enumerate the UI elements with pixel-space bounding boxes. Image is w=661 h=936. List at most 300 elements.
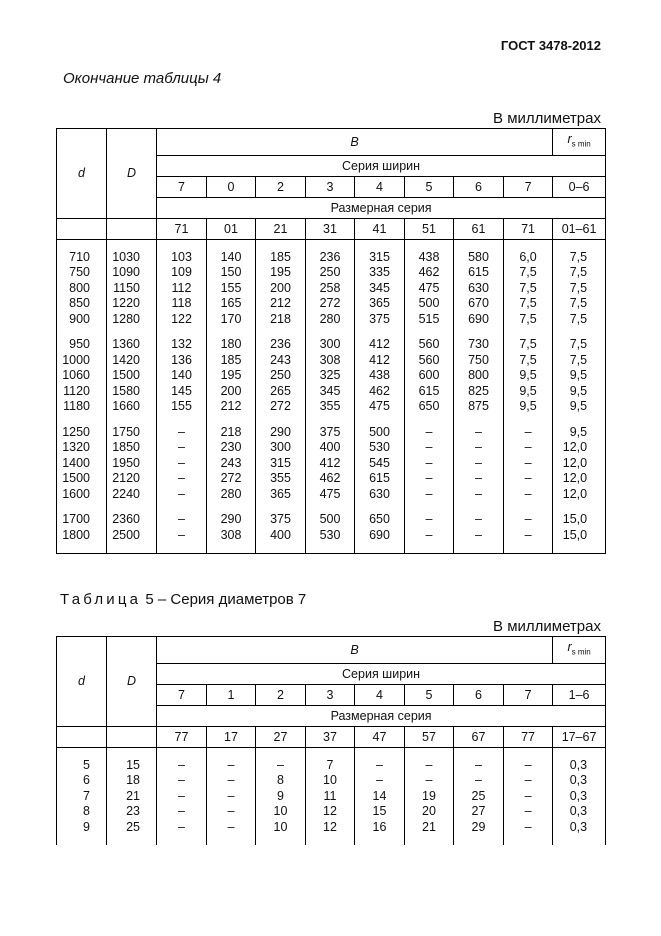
table-cell: 300: [306, 337, 355, 353]
table-cell: 7,5: [504, 265, 553, 281]
dim-value: 01: [207, 218, 256, 239]
dim-value: 61: [454, 218, 504, 239]
table-cell: 118: [157, 296, 207, 312]
table-cell: –: [504, 773, 553, 789]
table-cell: 122: [157, 312, 207, 328]
table-cell: –: [157, 440, 207, 456]
table-cell: 0,3: [553, 758, 606, 774]
row-spacer: [57, 415, 606, 425]
table-cell: –: [157, 758, 207, 774]
table-cell: 950: [57, 337, 107, 353]
width-value: 7: [157, 684, 207, 705]
table-cell: 12,0: [553, 487, 606, 503]
width-value: 0: [207, 176, 256, 197]
table-cell: 2360: [107, 512, 157, 528]
table-cell: 11: [306, 789, 355, 805]
table-cell: 1090: [107, 265, 157, 281]
table-cell: 515: [405, 312, 454, 328]
table-cell: 545: [355, 456, 405, 472]
table-cell: –: [157, 512, 207, 528]
table-cell: 400: [306, 440, 355, 456]
table-cell: –: [405, 471, 454, 487]
table-cell: 875: [454, 399, 504, 415]
width-value: 5: [405, 684, 454, 705]
table-cell: –: [454, 471, 504, 487]
table-row: [57, 337, 606, 353]
table-cell: 500: [306, 512, 355, 528]
dim-value: 21: [256, 218, 306, 239]
table-cell: 462: [306, 471, 355, 487]
width-value: 4: [355, 684, 405, 705]
table-cell: 7,5: [553, 337, 606, 353]
table-cell: 1250: [57, 425, 107, 441]
width-value: 2: [256, 684, 306, 705]
table-cell: –: [454, 487, 504, 503]
table-row: [57, 296, 606, 312]
table-cell: 365: [355, 296, 405, 312]
table-cell: 1500: [57, 471, 107, 487]
table-cell: 236: [306, 250, 355, 266]
table-cell: 650: [405, 399, 454, 415]
dim-value: 47: [355, 726, 405, 747]
width-value: 5: [405, 176, 454, 197]
table-cell: 185: [256, 250, 306, 266]
width-value: 7: [504, 684, 553, 705]
table-cell: 690: [454, 312, 504, 328]
table-cell: 7,5: [553, 250, 606, 266]
table-cell: 1150: [107, 281, 157, 297]
table-cell: 12,0: [553, 456, 606, 472]
table-cell: 750: [454, 353, 504, 369]
table-cell: 730: [454, 337, 504, 353]
table-cell: 7,5: [504, 353, 553, 369]
row-spacer: [57, 239, 606, 250]
table-cell: 1950: [107, 456, 157, 472]
table-cell: 900: [57, 312, 107, 328]
table-cell: –: [454, 456, 504, 472]
dim-series-row: [57, 726, 606, 747]
width-value: 6: [454, 684, 504, 705]
table-cell: 258: [306, 281, 355, 297]
table-cell: 15: [107, 758, 157, 774]
table5-caption: Таблица 5 – Серия диаметров 7: [60, 591, 307, 608]
table-cell: –: [157, 789, 207, 805]
table-cell: 530: [355, 440, 405, 456]
table-cell: 265: [256, 384, 306, 400]
table-cell: –: [405, 487, 454, 503]
table-cell: 0,3: [553, 820, 606, 836]
table-cell: 12,0: [553, 471, 606, 487]
table-cell: 412: [306, 456, 355, 472]
table-cell: 0,3: [553, 773, 606, 789]
table-cell: 2500: [107, 528, 157, 544]
table-cell: 136: [157, 353, 207, 369]
table-cell: 14: [355, 789, 405, 805]
table-cell: 462: [405, 265, 454, 281]
table-row: [57, 773, 606, 789]
table-cell: 1850: [107, 440, 157, 456]
table-cell: 375: [306, 425, 355, 441]
table-row: [57, 758, 606, 774]
col-header-rs: $r_{s min}$: [553, 637, 606, 664]
table-cell: 15,0: [553, 528, 606, 544]
table-cell: 19: [405, 789, 454, 805]
table-cell: 300: [256, 440, 306, 456]
table-row: [57, 281, 606, 297]
table-cell: 165: [207, 296, 256, 312]
table-cell: –: [504, 789, 553, 805]
row-spacer: [57, 502, 606, 512]
table-cell: 615: [355, 471, 405, 487]
table-cell: 15,0: [553, 512, 606, 528]
table-cell: 150: [207, 265, 256, 281]
table-cell: 10: [256, 804, 306, 820]
width-value: 3: [306, 684, 355, 705]
table-cell: 325: [306, 368, 355, 384]
table-cell: 243: [256, 353, 306, 369]
table-cell: –: [504, 440, 553, 456]
table-cell: 212: [256, 296, 306, 312]
table-cell: 825: [454, 384, 504, 400]
table-row: [57, 471, 606, 487]
table-cell: 9,5: [504, 384, 553, 400]
table-cell: 750: [57, 265, 107, 281]
table-row: [57, 384, 606, 400]
table-cell: 7: [306, 758, 355, 774]
col-header-D: D: [107, 637, 157, 727]
table-cell: 345: [306, 384, 355, 400]
table-cell: 2120: [107, 471, 157, 487]
table-cell: 290: [207, 512, 256, 528]
table-cell: 103: [157, 250, 207, 266]
table-cell: 155: [207, 281, 256, 297]
table-row: [57, 312, 606, 328]
table-cell: 132: [157, 337, 207, 353]
table-cell: 1000: [57, 353, 107, 369]
table-row: [57, 528, 606, 544]
row-spacer: [57, 747, 606, 758]
col-header-B: B: [157, 637, 553, 664]
table-cell: 1280: [107, 312, 157, 328]
table-cell: 6: [57, 773, 107, 789]
standard-header: ГОСТ 3478-2012: [500, 38, 601, 53]
row-spacer: [57, 327, 606, 337]
table-cell: –: [207, 820, 256, 836]
table-cell: 12: [306, 820, 355, 836]
table-cell: 230: [207, 440, 256, 456]
table-cell: 9,5: [553, 399, 606, 415]
table-cell: 9,5: [553, 425, 606, 441]
table-cell: 400: [256, 528, 306, 544]
table-cell: 315: [256, 456, 306, 472]
table-cell: 29: [454, 820, 504, 836]
table-row: [57, 250, 606, 266]
table-cell: 1800: [57, 528, 107, 544]
table-cell: 272: [256, 399, 306, 415]
table-cell: 475: [405, 281, 454, 297]
table-cell: 800: [454, 368, 504, 384]
table-cell: 630: [355, 487, 405, 503]
table-cell: –: [207, 789, 256, 805]
table-cell: 155: [157, 399, 207, 415]
dim-value: 77: [157, 726, 207, 747]
table-cell: 412: [355, 353, 405, 369]
row-spacer: [57, 543, 606, 554]
table-cell: 462: [355, 384, 405, 400]
table-cell: 315: [355, 250, 405, 266]
table-cell: 355: [256, 471, 306, 487]
table-cell: 180: [207, 337, 256, 353]
table-cell: 1400: [57, 456, 107, 472]
table-cell: 250: [256, 368, 306, 384]
table-cell: 1700: [57, 512, 107, 528]
dim-value: 17: [207, 726, 256, 747]
table-cell: 272: [306, 296, 355, 312]
table-cell: 272: [207, 471, 256, 487]
table-row: [57, 789, 606, 805]
table-cell: –: [504, 487, 553, 503]
table-cell: –: [157, 804, 207, 820]
table-cell: –: [405, 425, 454, 441]
table-cell: 365: [256, 487, 306, 503]
table-row: [57, 265, 606, 281]
dim-value: 37: [306, 726, 355, 747]
table-cell: 8: [57, 804, 107, 820]
width-series-label: Серия ширин: [157, 663, 606, 684]
col-header-d: d: [57, 129, 107, 219]
table-cell: –: [405, 528, 454, 544]
table-cell: 109: [157, 265, 207, 281]
table-cell: 650: [355, 512, 405, 528]
table-cell: 1220: [107, 296, 157, 312]
table-row: [57, 399, 606, 415]
table-cell: 560: [405, 353, 454, 369]
table-cell: 12: [306, 804, 355, 820]
table-cell: 9: [256, 789, 306, 805]
table-cell: 850: [57, 296, 107, 312]
col-header-rs: $r_{s min}$: [553, 129, 606, 156]
table-row: [57, 456, 606, 472]
table-cell: 670: [454, 296, 504, 312]
table-cell: 185: [207, 353, 256, 369]
width-series-label: Серия ширин: [157, 155, 606, 176]
table-cell: 1180: [57, 399, 107, 415]
table-cell: –: [256, 758, 306, 774]
dim-value: 41: [355, 218, 405, 239]
table-cell: –: [207, 773, 256, 789]
table-cell: –: [454, 758, 504, 774]
table-cell: 23: [107, 804, 157, 820]
width-value: 0–6: [553, 176, 606, 197]
dim-value: 57: [405, 726, 454, 747]
table-cell: –: [355, 773, 405, 789]
table-cell: –: [405, 440, 454, 456]
table-cell: –: [454, 440, 504, 456]
table-cell: 615: [405, 384, 454, 400]
table-cell: 345: [355, 281, 405, 297]
table-row: [57, 487, 606, 503]
table-cell: 475: [306, 487, 355, 503]
table-cell: 580: [454, 250, 504, 266]
table-cell: 7,5: [504, 337, 553, 353]
dim-series-label: Размерная серия: [157, 705, 606, 726]
table-cell: 7,5: [553, 353, 606, 369]
dim-value: 51: [405, 218, 454, 239]
table5-units: В миллиметрах: [493, 618, 601, 635]
table-cell: 560: [405, 337, 454, 353]
table-cell: 212: [207, 399, 256, 415]
table-cell: 7,5: [553, 281, 606, 297]
table-cell: –: [157, 425, 207, 441]
table-cell: 280: [207, 487, 256, 503]
table-cell: 10: [306, 773, 355, 789]
table-cell: 308: [306, 353, 355, 369]
table-cell: 10: [256, 820, 306, 836]
table-cell: 600: [405, 368, 454, 384]
table-cell: 218: [256, 312, 306, 328]
table-cell: 1030: [107, 250, 157, 266]
width-value: 4: [355, 176, 405, 197]
table-cell: 195: [207, 368, 256, 384]
table5: [56, 636, 606, 845]
table-cell: –: [504, 528, 553, 544]
table-cell: –: [355, 758, 405, 774]
width-value: 7: [504, 176, 553, 197]
table-cell: 9,5: [504, 399, 553, 415]
table-row: [57, 512, 606, 528]
table-cell: 236: [256, 337, 306, 353]
table-cell: 375: [256, 512, 306, 528]
table-cell: –: [207, 758, 256, 774]
table-cell: 7: [57, 789, 107, 805]
table-cell: 710: [57, 250, 107, 266]
table-cell: –: [405, 512, 454, 528]
table-cell: 218: [207, 425, 256, 441]
table-cell: –: [504, 512, 553, 528]
table4: [56, 128, 606, 554]
table-cell: 200: [256, 281, 306, 297]
dim-value: 31: [306, 218, 355, 239]
table-cell: –: [454, 773, 504, 789]
table-cell: 2240: [107, 487, 157, 503]
table-cell: 1120: [57, 384, 107, 400]
table-cell: 1360: [107, 337, 157, 353]
table-cell: 20: [405, 804, 454, 820]
table-cell: 12,0: [553, 440, 606, 456]
dim-value: 71: [504, 218, 553, 239]
row-spacer: [57, 835, 606, 845]
table-cell: 145: [157, 384, 207, 400]
table-cell: 7,5: [553, 312, 606, 328]
table-cell: 1600: [57, 487, 107, 503]
table-cell: –: [157, 456, 207, 472]
table-cell: 1660: [107, 399, 157, 415]
table-cell: 7,5: [504, 296, 553, 312]
table-cell: 27: [454, 804, 504, 820]
table-cell: 530: [306, 528, 355, 544]
table-cell: 8: [256, 773, 306, 789]
table-cell: 280: [306, 312, 355, 328]
table-cell: 25: [454, 789, 504, 805]
table-cell: 6,0: [504, 250, 553, 266]
dim-value: 71: [157, 218, 207, 239]
table-cell: 1500: [107, 368, 157, 384]
table-cell: –: [504, 425, 553, 441]
table-cell: 7,5: [553, 265, 606, 281]
width-value: 1–6: [553, 684, 606, 705]
table-cell: 615: [454, 265, 504, 281]
dim-series-row: [57, 218, 606, 239]
table-cell: 1320: [57, 440, 107, 456]
table-cell: 800: [57, 281, 107, 297]
table-cell: 140: [207, 250, 256, 266]
table-cell: 475: [355, 399, 405, 415]
table-cell: 7,5: [504, 281, 553, 297]
table-cell: 0,3: [553, 804, 606, 820]
table-cell: 25: [107, 820, 157, 836]
table-cell: 5: [57, 758, 107, 774]
table-row: [57, 804, 606, 820]
table-cell: –: [454, 512, 504, 528]
table-cell: 7,5: [504, 312, 553, 328]
table4-caption: Окончание таблицы 4: [63, 70, 222, 87]
table-cell: 250: [306, 265, 355, 281]
table-cell: 290: [256, 425, 306, 441]
table-cell: –: [405, 456, 454, 472]
table-cell: –: [504, 820, 553, 836]
table-row: [57, 368, 606, 384]
table-cell: 1750: [107, 425, 157, 441]
table-cell: –: [157, 487, 207, 503]
table-cell: 112: [157, 281, 207, 297]
table-cell: 21: [107, 789, 157, 805]
table-cell: –: [504, 456, 553, 472]
table-cell: 9,5: [553, 384, 606, 400]
table-cell: 412: [355, 337, 405, 353]
table-cell: 200: [207, 384, 256, 400]
table-cell: 7,5: [553, 296, 606, 312]
dim-series-label: Размерная серия: [157, 197, 606, 218]
table-cell: –: [157, 528, 207, 544]
table4-units: В миллиметрах: [493, 110, 601, 127]
table-cell: 16: [355, 820, 405, 836]
width-value: 2: [256, 176, 306, 197]
table-cell: 15: [355, 804, 405, 820]
table-cell: 438: [355, 368, 405, 384]
table-cell: 500: [405, 296, 454, 312]
table-row: [57, 820, 606, 836]
table-cell: –: [405, 773, 454, 789]
width-value: 7: [157, 176, 207, 197]
table-cell: –: [157, 820, 207, 836]
table-cell: –: [454, 528, 504, 544]
table-cell: 9: [57, 820, 107, 836]
table-cell: 355: [306, 399, 355, 415]
table-cell: 375: [355, 312, 405, 328]
table-cell: 1060: [57, 368, 107, 384]
table-cell: –: [454, 425, 504, 441]
table-cell: 243: [207, 456, 256, 472]
table-cell: –: [405, 758, 454, 774]
table-cell: –: [157, 773, 207, 789]
table-cell: 690: [355, 528, 405, 544]
table-cell: –: [504, 804, 553, 820]
dim-value: 77: [504, 726, 553, 747]
table-row: [57, 353, 606, 369]
width-value: 3: [306, 176, 355, 197]
width-value: 6: [454, 176, 504, 197]
table-cell: 308: [207, 528, 256, 544]
